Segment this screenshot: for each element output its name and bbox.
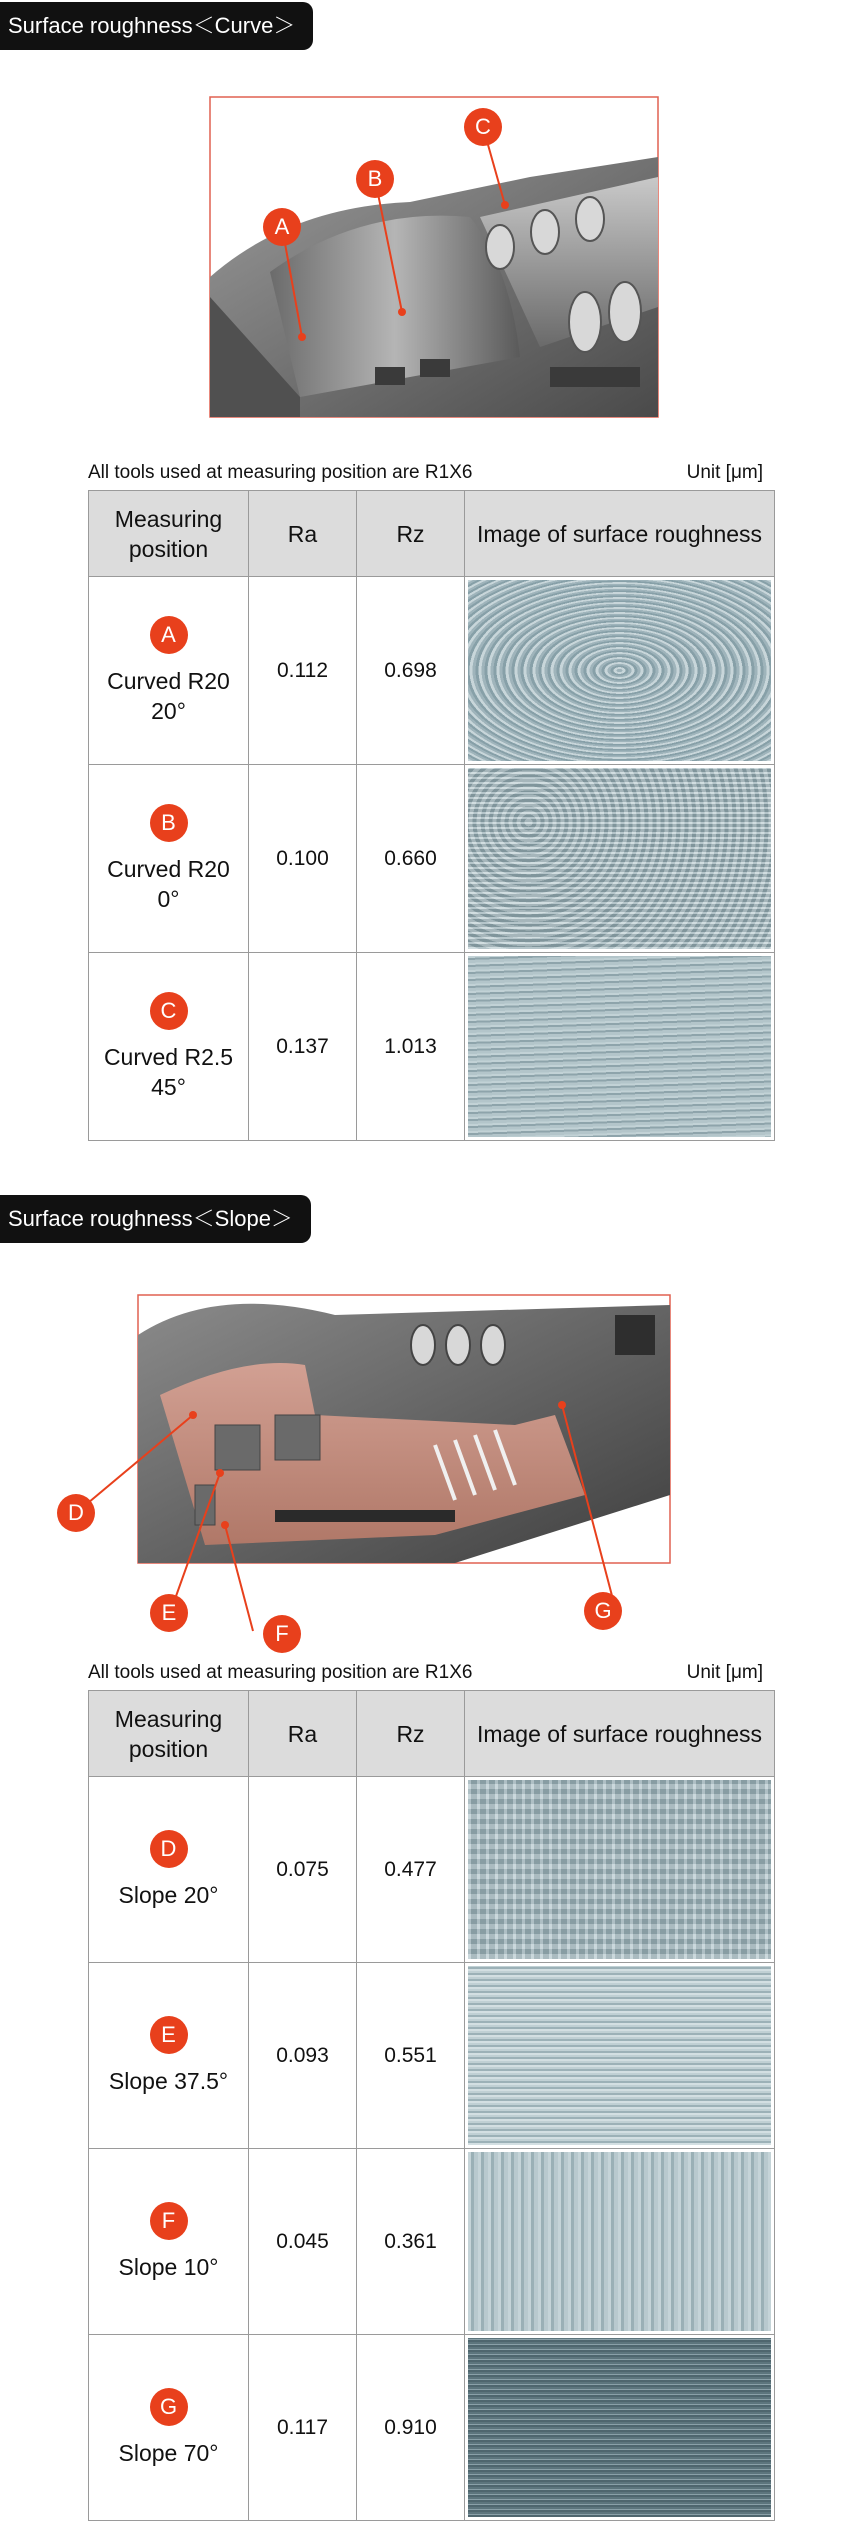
header-ra: Ra [249, 1691, 357, 1777]
ra-value: 0.045 [249, 2149, 357, 2335]
roughness-table-curve [88, 490, 775, 1141]
roughness-image [468, 2338, 771, 2517]
position-cell [89, 1830, 248, 1910]
header-position: Measuring position [89, 1691, 249, 1777]
position-label: Slope 20° [118, 1881, 219, 1908]
position-label: Slope 70° [118, 2439, 219, 2466]
ra-value: 0.112 [249, 577, 357, 765]
rz-value: 0.660 [357, 765, 465, 953]
position-cell [89, 2388, 248, 2468]
roughness-image [468, 2152, 771, 2331]
position-marker: G [150, 2388, 188, 2426]
position-angle: 45° [151, 1073, 186, 1100]
position-marker: A [150, 616, 188, 654]
header-image: Image of surface roughness [465, 491, 775, 577]
table-row [89, 953, 775, 1141]
position-label: Curved R20 [107, 667, 230, 694]
position-cell [89, 616, 248, 726]
roughness-image [468, 1780, 771, 1959]
position-label: Slope 10° [118, 2253, 219, 2280]
ra-value: 0.117 [249, 2335, 357, 2521]
unit-note: Unit [μm] [686, 1662, 763, 1683]
header-rz: Rz [357, 491, 465, 577]
marker-f: F [263, 1615, 301, 1653]
table-row [89, 2335, 775, 2521]
position-marker: F [150, 2202, 188, 2240]
tools-note: All tools used at measuring position are R1X6 [88, 1662, 473, 1683]
roughness-image-cell [465, 765, 775, 953]
marker-e: E [150, 1594, 188, 1632]
rz-value: 0.477 [357, 1777, 465, 1963]
position-label: Curved R2.5 [103, 1043, 234, 1070]
position-cell [89, 992, 248, 1102]
position-cell [89, 2016, 248, 2096]
tools-note: All tools used at measuring position are R1X6 [88, 462, 473, 483]
position-label: Slope 37.5° [108, 2067, 229, 2094]
position-cell [89, 2202, 248, 2282]
rz-value: 0.551 [357, 1963, 465, 2149]
table-row [89, 577, 775, 765]
roughness-image-cell [465, 2335, 775, 2521]
marker-d: D [57, 1494, 95, 1532]
section-title-slope: Surface roughness＜Slope＞ [0, 1195, 311, 1243]
ra-value: 0.075 [249, 1777, 357, 1963]
ra-value: 0.137 [249, 953, 357, 1141]
marker-a: A [263, 208, 301, 246]
position-angle: 20° [151, 697, 186, 724]
position-label: Curved R20 [107, 855, 230, 882]
marker-g: G [584, 1592, 622, 1630]
table-row [89, 765, 775, 953]
roughness-image-cell [465, 953, 775, 1141]
roughness-image [468, 1966, 771, 2145]
header-ra: Ra [249, 491, 357, 577]
table-row [89, 1777, 775, 1963]
roughness-image [468, 580, 771, 761]
roughness-image-cell [465, 577, 775, 765]
rz-value: 1.013 [357, 953, 465, 1141]
unit-note: Unit [μm] [686, 462, 763, 483]
table-row [89, 1963, 775, 2149]
position-marker: D [150, 1830, 188, 1868]
header-image: Image of surface roughness [465, 1691, 775, 1777]
header-position: Measuring position [89, 491, 249, 577]
header-rz: Rz [357, 1691, 465, 1777]
roughness-image-cell [465, 1777, 775, 1963]
roughness-table-slope [88, 1690, 775, 2521]
roughness-image [468, 956, 771, 1137]
ra-value: 0.100 [249, 765, 357, 953]
rz-value: 0.361 [357, 2149, 465, 2335]
roughness-image [468, 768, 771, 949]
position-marker: E [150, 2016, 188, 2054]
table-row [89, 2149, 775, 2335]
marker-b: B [356, 160, 394, 198]
table-header-row [89, 1691, 775, 1777]
curve-part-illustration [210, 97, 658, 417]
marker-c: C [464, 108, 502, 146]
table-header-row [89, 491, 775, 577]
position-angle: 0° [157, 885, 180, 912]
section-title-curve: Surface roughness＜Curve＞ [0, 2, 313, 50]
roughness-image-cell [465, 1963, 775, 2149]
rz-value: 0.698 [357, 577, 465, 765]
ra-value: 0.093 [249, 1963, 357, 2149]
position-marker: C [150, 992, 188, 1030]
roughness-image-cell [465, 2149, 775, 2335]
position-cell [89, 804, 248, 914]
position-marker: B [150, 804, 188, 842]
rz-value: 0.910 [357, 2335, 465, 2521]
slope-part-illustration [68, 1295, 705, 1665]
